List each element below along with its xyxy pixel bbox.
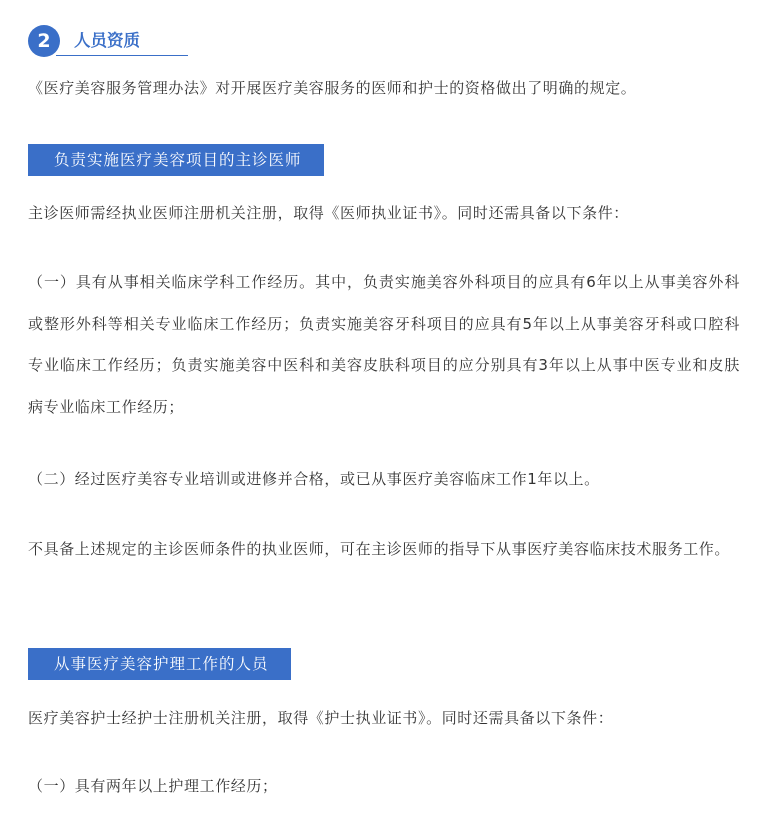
doctor-condition-1: （一）具有从事相关临床学科工作经历。其中，负责实施美容外科项目的应具有6年以上从事美容外科或整形外科等相关专业临床工作经历；负责实施美容牙科项目的应具有5年以上从事美容牙科或口腔科专业临床工作经历；负责实施美容中医科和美容皮肤科项目的应分别具有3年以上从事中医专业和皮肤病专业临床工作经历；: [28, 273, 740, 416]
section-title-wrap: [60, 25, 186, 57]
doctor-note-paragraph: 不具备上述规定的主诊医师条件的执业医师，可在主诊医师的指导下从事医疗美容临床技术服务工作。: [28, 540, 731, 558]
nurse-condition-1: （一）具有两年以上护理工作经历；: [28, 777, 278, 795]
section-title: 人员资质: [74, 31, 140, 50]
section-title-underline: [56, 55, 188, 57]
doctor-condition-2: （二）经过医疗美容专业培训或进修并合格，或已从事医疗美容临床工作1年以上。: [28, 470, 600, 488]
doctor-registration-paragraph: 主诊医师需经执业医师注册机关注册，取得《医师执业证书》。同时还需具备以下条件：: [28, 204, 629, 222]
doctor-subheading: 负责实施医疗美容项目的主诊医师: [28, 144, 324, 176]
intro-paragraph: 《医疗美容服务管理办法》对开展医疗美容服务的医师和护士的资格做出了明确的规定。: [28, 79, 637, 97]
nurse-registration-paragraph: 医疗美容护士经护士注册机关注册，取得《护士执业证书》。同时还需具备以下条件：: [28, 709, 614, 727]
nurse-subheading: 从事医疗美容护理工作的人员: [28, 648, 291, 680]
section-header: [28, 24, 186, 58]
section-number-badge: 2: [28, 25, 60, 57]
